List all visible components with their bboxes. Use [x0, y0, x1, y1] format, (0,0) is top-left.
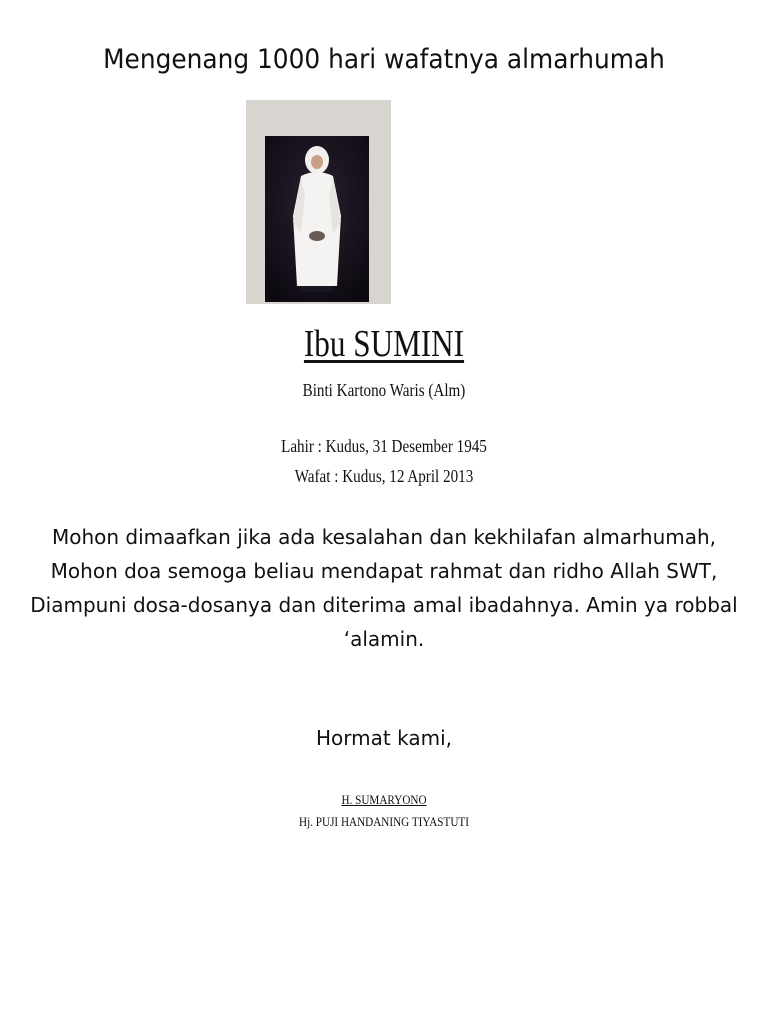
signatory-2: Hj. PUJI HANDANING TIYASTUTI: [299, 814, 469, 829]
portrait-figure-icon: [265, 136, 369, 302]
signatory-1: H. SUMARYONO: [341, 792, 427, 807]
prayer-message: [30, 520, 738, 656]
page-title: Mengenang 1000 hari wafatnya almarhumah: [103, 44, 665, 75]
portrait-photo: [246, 100, 391, 304]
closing-greeting: Hormat kami,: [316, 726, 452, 750]
message-line: Diampuni dosa-dosanya dan diterima amal ibadahnya. Amin ya robbal ‘alamin.: [30, 593, 738, 651]
birth-info: Lahir : Kudus, 31 Desember 1945: [281, 436, 487, 456]
deceased-name: Ibu SUMINI: [303, 323, 465, 365]
message-line: Mohon doa semoga beliau mendapat rahmat dan ridho Allah SWT,: [50, 559, 718, 583]
lineage-text: Binti Kartono Waris (Alm): [302, 380, 466, 400]
message-line: Mohon dimaafkan jika ada kesalahan dan kekhilafan almarhumah,: [51, 525, 717, 549]
portrait-image: [265, 136, 369, 302]
death-info: Wafat : Kudus, 12 April 2013: [294, 466, 474, 486]
